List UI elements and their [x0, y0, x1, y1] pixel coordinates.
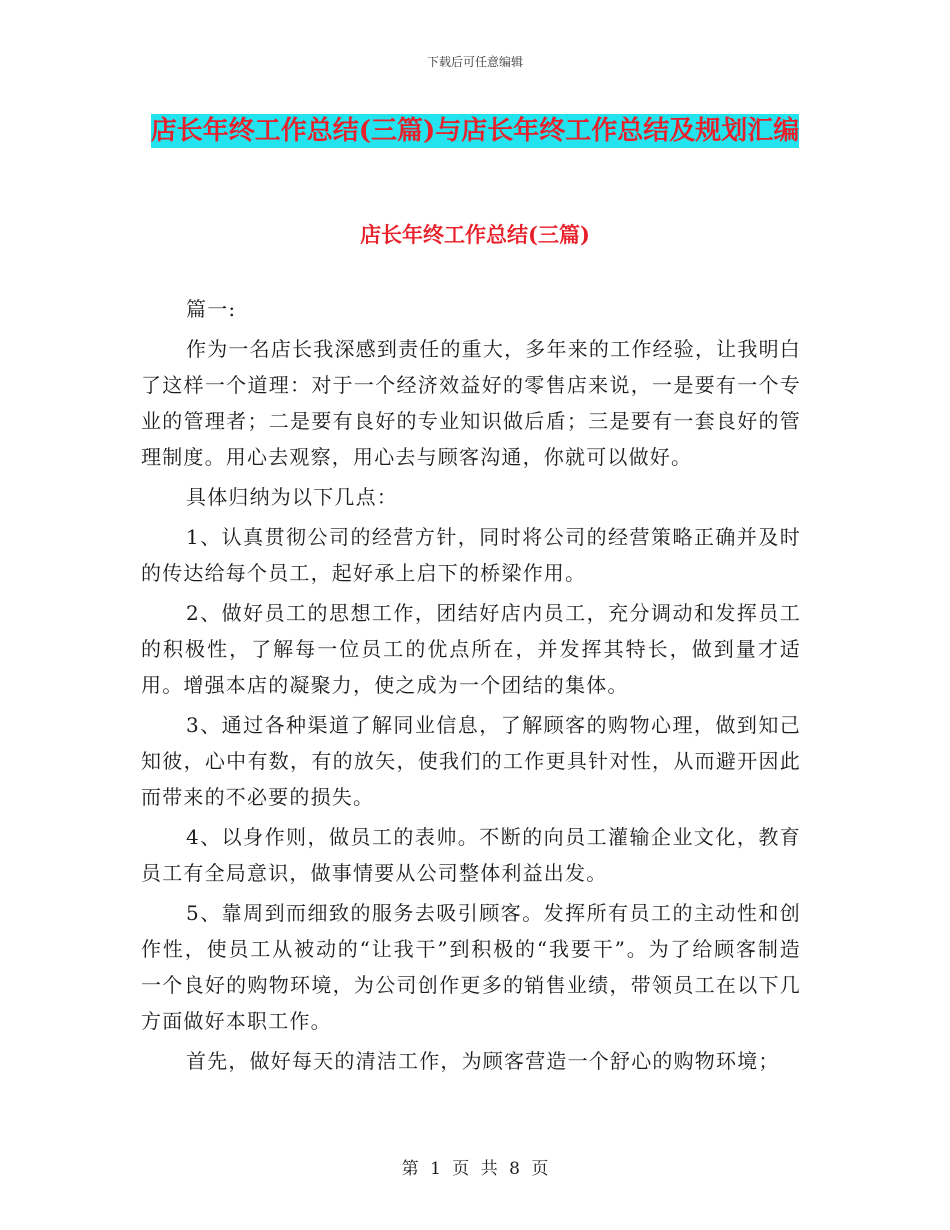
paragraph: 4、以身作则，做员工的表帅。不断的向员工灌输企业文化，教育员工有全局意识，做事情要从公司整体利益出发。: [141, 825, 801, 885]
paragraph: 3、通过各种渠道了解同业信息，了解顾客的购物心理，做到知己知彼，心中有数，有的放矢，使我们的工作更具针对性，从而避开因此而带来的不必要的损失。: [141, 713, 801, 809]
document-body: [141, 291, 801, 1083]
page-number-footer: 第 1 页 共 8 页: [401, 1159, 549, 1179]
header-note: 下载后可任意编辑: [426, 55, 523, 69]
paragraph: 1、认真贯彻公司的经营方针，同时将公司的经营策略正确并及时的传达给每个员工，起好承上启下的桥梁作用。: [141, 525, 801, 585]
paragraph: 篇一:: [186, 297, 237, 321]
document-title: [140, 107, 810, 156]
paragraph: 2、做好员工的思想工作，团结好店内员工，充分调动和发挥员工的积极性，了解每一位员工的优点所在，并发挥其特长，做到量才适用。增强本店的凝聚力，使之成为一个团结的集体。: [141, 601, 801, 697]
paragraph: 5、靠周到而细致的服务去吸引顾客。发挥所有员工的主动性和创作性，使员工从被动的“让我干”到积极的“我要干”。为了给顾客制造一个良好的购物环境，为公司创作更多的销售业绩，带领员工在以下几方面做好本职工作。: [141, 901, 801, 1033]
paragraph: 具体归纳为以下几点：: [186, 485, 398, 509]
document-title-text: 店长年终工作总结(三篇)与店长年终工作总结及规划汇编: [150, 116, 800, 146]
section-title: 店长年终工作总结(三篇): [360, 222, 590, 247]
paragraph: 作为一名店长我深感到责任的重大，多年来的工作经验，让我明白了这样一个道理：对于一个经济效益好的零售店来说，一是要有一个专业的管理者；二是要有良好的专业知识做后盾；三是要有一套良好的管理制度。用心去观察，用心去与顾客沟通，你就可以做好。: [141, 337, 801, 469]
paragraph: 首先，做好每天的清洁工作，为顾客营造一个舒心的购物环境；: [186, 1049, 780, 1073]
